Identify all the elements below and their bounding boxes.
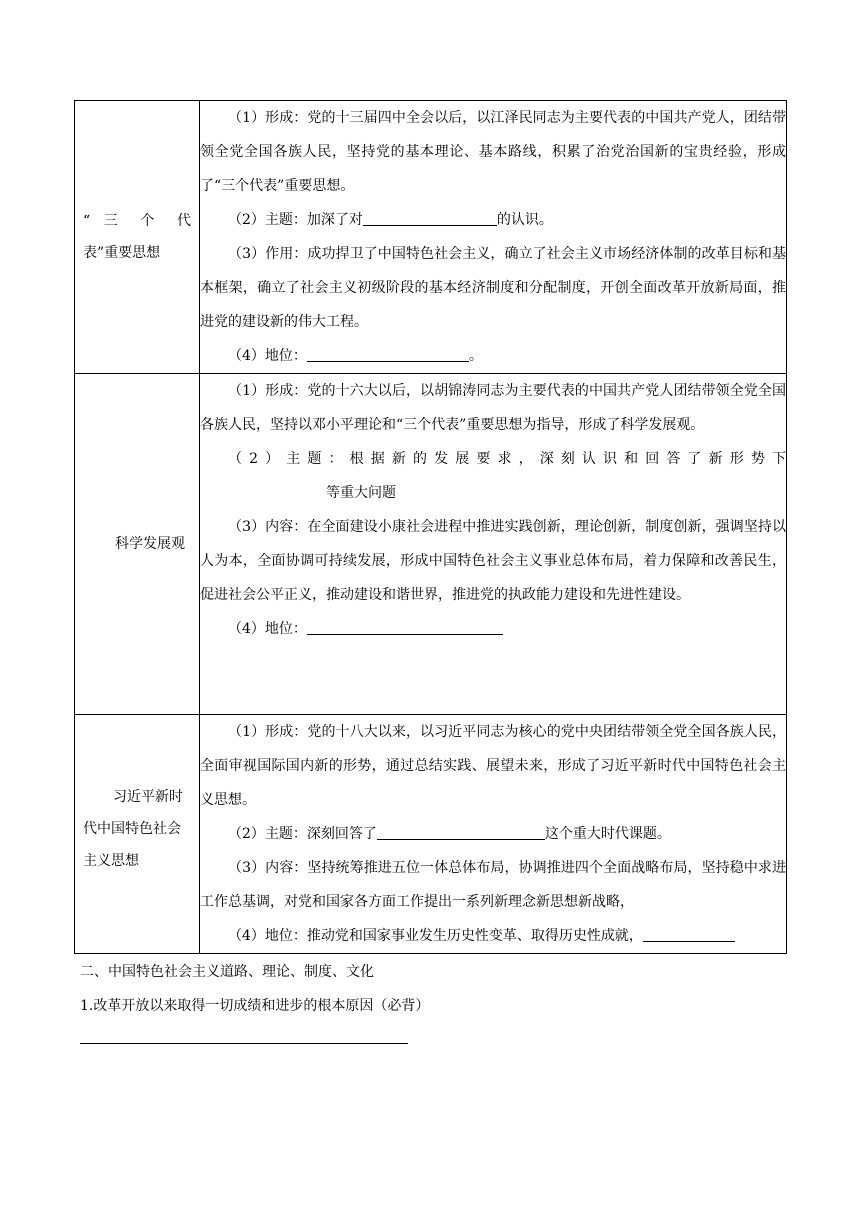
fill-blank[interactable] bbox=[377, 823, 545, 840]
table-row bbox=[75, 374, 787, 715]
answer-blank-line[interactable] bbox=[80, 1043, 408, 1044]
status-paragraph: （4）地位： 。 bbox=[200, 339, 786, 373]
formation-paragraph: （1）形成：党的十三届四中全会以后，以江泽民同志为主要代表的中国共产党人，团结带领全党全国各族人民，坚持党的基本理论、基本路线，积累了治党治国新的宝贵经验，形成了“三个代表”重要思想。 bbox=[200, 110, 786, 194]
fill-blank[interactable] bbox=[307, 618, 503, 635]
theme-paragraph: （2）主题：深刻回答了 这个重大时代课题。 bbox=[200, 817, 786, 851]
fill-blank[interactable] bbox=[363, 209, 497, 226]
row-content-cell bbox=[200, 715, 787, 954]
effect-paragraph: （3）作用：成功捍卫了中国特色社会主义，确立了社会主义市场经济体制的改革目标和基本框架，确立了社会主义初级阶段的基本经济制度和分配制度，开创全面改革开放新局面，推进党的建设新的伟大工程。 bbox=[200, 246, 786, 330]
question-line: 1.改革开放以来取得一切成绩和进步的根本原因（必背） bbox=[80, 998, 430, 1014]
row-label-cell bbox=[75, 101, 200, 374]
row-label-cell bbox=[75, 715, 200, 954]
status-paragraph: （4）地位：推动党和国家事业发生历史性变革、取得历史性成就， bbox=[200, 919, 786, 953]
theory-table bbox=[74, 100, 787, 954]
row-content-cell bbox=[200, 374, 787, 715]
row-label-cell bbox=[75, 374, 200, 715]
theme-paragraph-continued: 等重大问题 bbox=[326, 485, 396, 501]
formation-paragraph: （1）形成：党的十六大以后，以胡锦涛同志为主要代表的中国共产党人团结带领全党全国各族人民，坚持以邓小平理论和“三个代表”重要思想为指导，形成了科学发展观。 bbox=[200, 383, 786, 433]
row-content-cell bbox=[200, 101, 787, 374]
row-label: 习近平新时 代中国特色社会 主义思想 bbox=[83, 789, 183, 869]
fill-blank[interactable] bbox=[307, 345, 469, 362]
row-label: 科学发展观 bbox=[115, 536, 185, 552]
table-row bbox=[75, 101, 787, 374]
status-paragraph: （4）地位： bbox=[200, 612, 786, 646]
table-row bbox=[75, 715, 787, 954]
row-label: “ 三 个 代 表”重要思想 bbox=[83, 213, 191, 261]
theme-paragraph: （2）主题：加深了对 的认识。 bbox=[200, 203, 786, 237]
section-heading: 二、中国特色社会主义道路、理论、制度、文化 bbox=[80, 964, 374, 980]
content-paragraph: （3）内容：在全面建设小康社会进程中推进实践创新，理论创新，制度创新，强调坚持以人为本，全面协调可持续发展，形成中国特色社会主义事业总体布局，着力保障和改善民生，促进社会公平正义，推动建设和谐世界，推进党的执政能力建设和先进性建设。 bbox=[200, 519, 786, 603]
fill-blank[interactable] bbox=[643, 925, 735, 942]
theme-paragraph: （2）主题：根据新的发展要求，深刻认识和回答了新形势下 bbox=[228, 451, 786, 467]
formation-paragraph: （1）形成：党的十八大以来，以习近平同志为核心的党中央团结带领全党全国各族人民，全面审视国际国内新的形势，通过总结实践、展望未来，形成了习近平新时代中国特色社会主义思想。 bbox=[200, 724, 786, 808]
content-paragraph: （3）内容：坚持统筹推进五位一体总体布局，协调推进四个全面战略布局，坚持稳中求进工作总基调，对党和国家各方面工作提出一系列新理念新思想新战略， bbox=[200, 860, 786, 910]
